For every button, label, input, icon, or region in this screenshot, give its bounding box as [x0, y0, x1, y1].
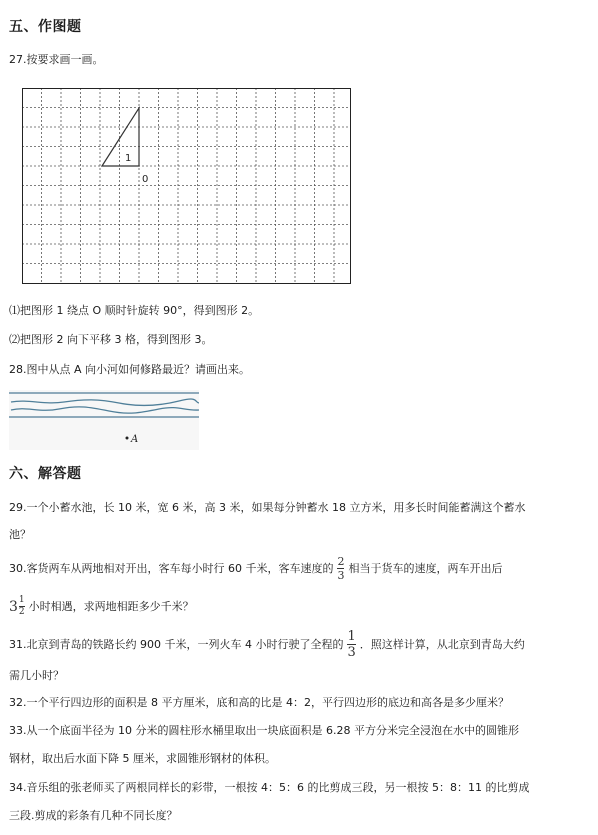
- point-a-label: A: [131, 434, 139, 445]
- question-31-text-a: 31.北京到青岛的铁路长约 900 千米，一列火车 4 小时行驶了全程的: [9, 637, 344, 651]
- fraction-denominator: 3: [337, 569, 345, 582]
- mixed-numerator: 1: [18, 595, 25, 605]
- point-a-dot: [126, 437, 129, 440]
- question-27-sub-2: ⑵把图形 2 向下平移 3 格，得到图形 3。: [9, 333, 213, 346]
- question-30-text-a: 30.客货两车从两地相对开出，客车每小时行 60 千米，客车速度的: [9, 561, 334, 575]
- question-33-line-1: 33.从一个底面半径为 10 分米的圆柱形水桶里取出一块底面积是 6.28 平方分米完全浸泡在水中的圆锥形: [9, 724, 519, 737]
- section-5-title: 五、作图题: [9, 19, 82, 35]
- question-29-line-1: 29.一个小蓄水池，长 10 米，宽 6 米，高 3 米，如果每分钟蓄水 18 立方米，用多长时间能蓄满这个蓄水: [9, 501, 526, 514]
- fraction-denominator: 3: [347, 645, 356, 660]
- question-31-line-2: 需几小时？: [9, 669, 64, 682]
- fraction-numerator: 2: [337, 555, 345, 568]
- question-33-line-2: 钢材，取出后水面下降 5 厘米，求圆锥形钢材的体积。: [9, 752, 276, 765]
- question-34-line-1: 34.音乐组的张老师买了两根同样长的彩带，一根按 4：5：6 的比剪成三段，另一根按 5：8：11 的比剪成: [9, 781, 530, 794]
- fraction-two-thirds: [337, 556, 344, 581]
- section-6-title: 六、解答题: [9, 466, 82, 482]
- question-27-sub-1: ⑴把图形 1 绕点 O 顺时针旋转 90°，得到图形 2。: [9, 304, 260, 317]
- question-30-line-1: [9, 556, 502, 581]
- grid-figure: [22, 88, 352, 285]
- point-o-label: 0: [142, 174, 149, 185]
- triangle-figure-1: [102, 108, 139, 166]
- question-31-line-1: [9, 630, 525, 659]
- mixed-whole: 3: [9, 598, 18, 615]
- triangle-label: 1: [125, 153, 132, 164]
- question-34-line-2: 三段.剪成的彩条有几种不同长度？: [9, 809, 178, 822]
- fraction-one-third: [347, 630, 355, 659]
- grid-border: [23, 89, 351, 284]
- fraction-numerator: 1: [347, 629, 356, 644]
- question-32-text: 32.一个平行四边形的面积是 8 平方厘米，底和高的比是 4：2，平行四边形的底边和高各是多少厘米？: [9, 696, 509, 709]
- question-28-prompt: 28.图中从点 A 向小河如何修路最近？请画出来。: [9, 363, 251, 376]
- question-30-line-2: [9, 596, 194, 617]
- question-30-text-c: 小时相遇，求两地相距多少千米？: [28, 599, 194, 613]
- mixed-number: [9, 596, 29, 617]
- mixed-denominator: 2: [18, 607, 25, 617]
- question-29-line-2: 池？: [9, 528, 31, 541]
- question-31-text-b: ．照这样计算，从北京到青岛大约: [359, 637, 525, 651]
- grid-lines: [22, 88, 351, 284]
- river-figure: [9, 390, 199, 450]
- question-27-prompt: 27.按要求画一画。: [9, 53, 104, 66]
- question-30-text-b: 相当于货车的速度，两车开出后: [348, 561, 503, 575]
